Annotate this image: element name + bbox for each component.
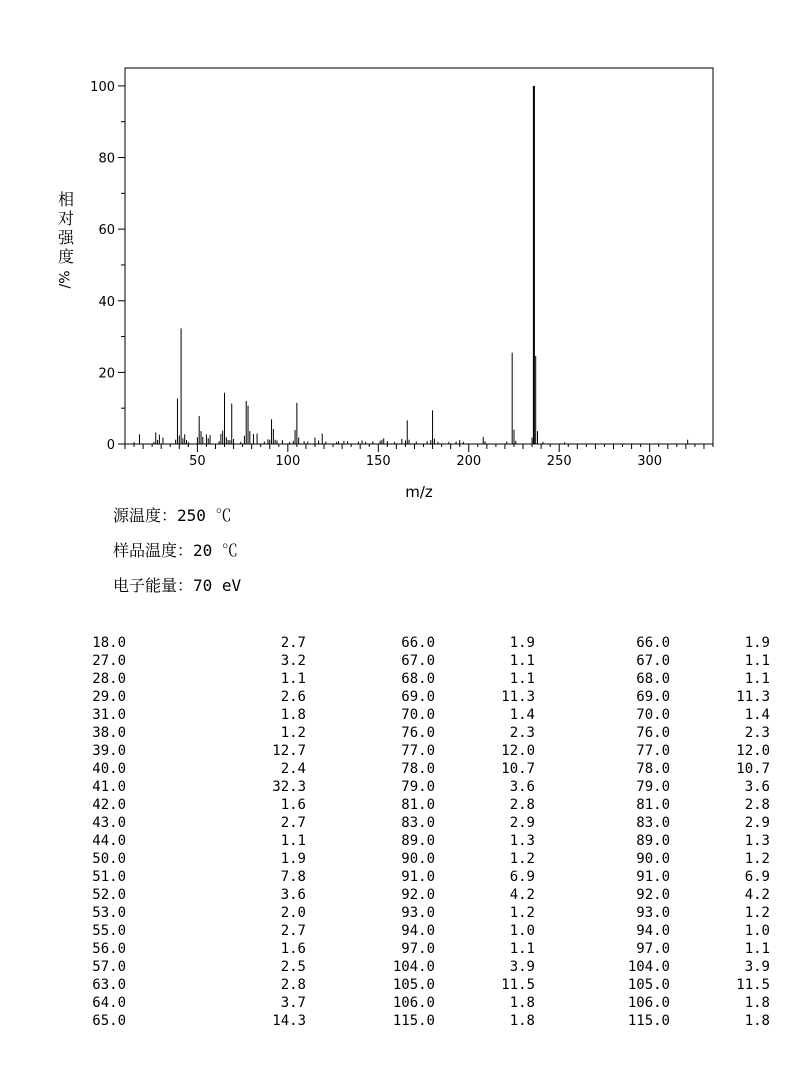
mz-cell: 66.0 — [636, 635, 670, 651]
mz-cell: 81.0 — [401, 797, 435, 813]
x-tick-label: 100 — [275, 454, 301, 469]
mz-cell: 92.0 — [636, 887, 670, 903]
intensity-cell: 4.2 — [744, 887, 770, 903]
electron-energy — [113, 573, 241, 608]
x-tick-label: 150 — [365, 454, 391, 469]
mz-cell: 97.0 — [636, 941, 670, 957]
y-axis-ticks — [90, 80, 125, 453]
y-tick-label: 20 — [98, 366, 115, 382]
intensity-cell: 1.2 — [509, 905, 535, 921]
intensity-cell: 12.7 — [272, 743, 306, 759]
y-axis-label-char: 强 — [57, 228, 74, 247]
intensity-cell: 3.9 — [509, 959, 535, 975]
mz-cell: 50.0 — [92, 851, 126, 867]
intensity-cell: 1.9 — [280, 851, 306, 867]
intensity-cell: 1.2 — [280, 725, 306, 741]
mz-cell: 41.0 — [92, 779, 126, 795]
table-row — [80, 922, 770, 940]
mz-cell: 67.0 — [636, 653, 670, 669]
plot-frame — [125, 68, 713, 444]
condition-label: 源温度： — [113, 506, 178, 525]
intensity-cell: 2.7 — [280, 635, 306, 651]
table-row — [80, 904, 770, 922]
table-row — [80, 958, 770, 976]
condition-label: 电子能量： — [113, 576, 194, 595]
mz-cell: 83.0 — [401, 815, 435, 831]
intensity-cell: 1.2 — [509, 851, 535, 867]
peak-list-table — [80, 634, 770, 1030]
y-tick-label: 100 — [90, 79, 115, 95]
mz-cell: 57.0 — [92, 959, 126, 975]
table-row — [80, 724, 770, 742]
intensity-cell: 14.3 — [272, 1013, 306, 1029]
intensity-cell: 10.7 — [736, 761, 770, 777]
intensity-cell: 2.8 — [509, 797, 535, 813]
x-tick-label: 50 — [189, 454, 206, 469]
intensity-cell: 2.6 — [280, 689, 306, 705]
intensity-cell: 12.0 — [501, 743, 535, 759]
intensity-cell: 11.5 — [501, 977, 535, 993]
table-row — [80, 670, 770, 688]
x-axis-ticks — [125, 444, 713, 469]
intensity-cell: 1.9 — [509, 635, 535, 651]
source-temperature — [113, 503, 241, 538]
intensity-cell: 32.3 — [272, 779, 306, 795]
intensity-cell: 11.5 — [736, 977, 770, 993]
table-row — [80, 850, 770, 868]
intensity-cell: 11.3 — [501, 689, 535, 705]
intensity-cell: 4.2 — [509, 887, 535, 903]
y-tick-label: 60 — [98, 223, 115, 239]
mz-cell: 65.0 — [92, 1013, 126, 1029]
intensity-cell: 2.5 — [280, 959, 306, 975]
intensity-cell: 2.9 — [744, 815, 770, 831]
intensity-cell: 3.6 — [744, 779, 770, 795]
condition-value: 20 ℃ — [193, 541, 238, 560]
intensity-cell: 1.8 — [509, 995, 535, 1011]
mz-cell: 76.0 — [401, 725, 435, 741]
mz-cell: 18.0 — [92, 635, 126, 651]
intensity-cell: 1.1 — [280, 671, 306, 687]
mz-cell: 78.0 — [636, 761, 670, 777]
mz-cell: 104.0 — [392, 959, 435, 975]
mz-cell: 115.0 — [392, 1013, 435, 1029]
x-axis-label: m/z — [405, 483, 433, 500]
mz-cell: 42.0 — [92, 797, 126, 813]
intensity-cell: 2.9 — [509, 815, 535, 831]
intensity-cell: 3.6 — [280, 887, 306, 903]
table-row — [80, 634, 770, 652]
intensity-cell: 1.8 — [744, 995, 770, 1011]
mz-cell: 68.0 — [636, 671, 670, 687]
mz-cell: 94.0 — [401, 923, 435, 939]
intensity-cell: 1.4 — [509, 707, 535, 723]
table-row — [80, 940, 770, 958]
table-row — [80, 994, 770, 1012]
mz-cell: 104.0 — [627, 959, 670, 975]
y-tick-label: 0 — [106, 438, 115, 453]
intensity-cell: 1.9 — [744, 635, 770, 651]
intensity-cell: 11.3 — [736, 689, 770, 705]
mz-cell: 89.0 — [636, 833, 670, 849]
table-row — [80, 706, 770, 724]
mz-cell: 43.0 — [92, 815, 126, 831]
intensity-cell: 6.9 — [744, 869, 770, 885]
table-row — [80, 868, 770, 886]
table-row — [80, 814, 770, 832]
table-row — [80, 796, 770, 814]
mz-cell: 91.0 — [401, 869, 435, 885]
intensity-cell: 7.8 — [280, 869, 306, 885]
intensity-cell: 3.2 — [280, 653, 306, 669]
mz-cell: 77.0 — [401, 743, 435, 759]
intensity-cell: 1.6 — [280, 941, 306, 957]
condition-label: 样品温度： — [113, 541, 194, 560]
mz-cell: 83.0 — [636, 815, 670, 831]
table-row — [80, 886, 770, 904]
table-row — [80, 1012, 770, 1030]
mz-cell: 105.0 — [392, 977, 435, 993]
mz-cell: 44.0 — [92, 833, 126, 849]
intensity-cell: 1.0 — [744, 923, 770, 939]
mz-cell: 69.0 — [401, 689, 435, 705]
intensity-cell: 2.3 — [744, 725, 770, 741]
mass-spectrum-chart — [0, 0, 794, 500]
mz-cell: 68.0 — [401, 671, 435, 687]
mz-cell: 56.0 — [92, 941, 126, 957]
mz-cell: 90.0 — [636, 851, 670, 867]
intensity-cell: 2.4 — [280, 761, 306, 777]
condition-value: 70 eV — [193, 576, 242, 595]
intensity-cell: 3.6 — [509, 779, 535, 795]
table-row — [80, 652, 770, 670]
mz-cell: 63.0 — [92, 977, 126, 993]
intensity-cell: 1.4 — [744, 707, 770, 723]
intensity-cell: 1.1 — [509, 941, 535, 957]
table-row — [80, 688, 770, 706]
mz-cell: 39.0 — [92, 743, 126, 759]
y-tick-label: 40 — [98, 294, 115, 310]
mz-cell: 97.0 — [401, 941, 435, 957]
intensity-cell: 1.2 — [744, 905, 770, 921]
intensity-cell: 1.0 — [509, 923, 535, 939]
mz-cell: 81.0 — [636, 797, 670, 813]
mz-cell: 64.0 — [92, 995, 126, 1011]
mz-cell: 90.0 — [401, 851, 435, 867]
intensity-cell: 12.0 — [736, 743, 770, 759]
intensity-cell: 1.1 — [509, 653, 535, 669]
mz-cell: 79.0 — [401, 779, 435, 795]
mz-cell: 53.0 — [92, 905, 126, 921]
mz-cell: 52.0 — [92, 887, 126, 903]
mz-cell: 93.0 — [636, 905, 670, 921]
y-axis-label-char: 相 — [57, 190, 74, 209]
y-axis-label-char: 度 — [57, 247, 74, 266]
x-tick-label: 200 — [456, 454, 482, 469]
intensity-cell: 2.0 — [280, 905, 306, 921]
intensity-cell: 6.9 — [509, 869, 535, 885]
mz-cell: 106.0 — [392, 995, 435, 1011]
intensity-cell: 2.7 — [280, 815, 306, 831]
mz-cell: 51.0 — [92, 869, 126, 885]
y-axis-unit: /% — [57, 270, 74, 289]
intensity-cell: 1.8 — [280, 707, 306, 723]
intensity-cell: 1.1 — [509, 671, 535, 687]
y-axis-label-char: 对 — [57, 209, 74, 228]
table-row — [80, 778, 770, 796]
mz-cell: 77.0 — [636, 743, 670, 759]
intensity-cell: 2.3 — [509, 725, 535, 741]
y-axis-label — [55, 190, 77, 289]
mz-cell: 92.0 — [401, 887, 435, 903]
intensity-cell: 2.8 — [744, 797, 770, 813]
table-row — [80, 742, 770, 760]
mz-cell: 115.0 — [627, 1013, 670, 1029]
y-tick-label: 80 — [98, 151, 115, 167]
intensity-cell: 1.3 — [509, 833, 535, 849]
intensity-cell: 1.3 — [744, 833, 770, 849]
acquisition-conditions — [113, 503, 241, 608]
intensity-cell: 10.7 — [501, 761, 535, 777]
condition-value: 250 ℃ — [177, 506, 232, 525]
intensity-cell: 1.1 — [744, 671, 770, 687]
intensity-cell: 3.7 — [280, 995, 306, 1011]
mz-cell: 106.0 — [627, 995, 670, 1011]
peak-bars — [134, 86, 688, 444]
mz-cell: 93.0 — [401, 905, 435, 921]
mz-cell: 28.0 — [92, 671, 126, 687]
intensity-cell: 2.7 — [280, 923, 306, 939]
mz-cell: 70.0 — [636, 707, 670, 723]
x-tick-label: 250 — [546, 454, 572, 469]
mz-cell: 91.0 — [636, 869, 670, 885]
mz-cell: 40.0 — [92, 761, 126, 777]
table-row — [80, 976, 770, 994]
intensity-cell: 1.6 — [280, 797, 306, 813]
intensity-cell: 1.2 — [744, 851, 770, 867]
intensity-cell: 1.8 — [744, 1013, 770, 1029]
mz-cell: 105.0 — [627, 977, 670, 993]
sample-temperature — [113, 538, 241, 573]
mz-cell: 55.0 — [92, 923, 126, 939]
intensity-cell: 3.9 — [744, 959, 770, 975]
mz-cell: 89.0 — [401, 833, 435, 849]
mz-cell: 38.0 — [92, 725, 126, 741]
intensity-cell: 2.8 — [280, 977, 306, 993]
table-row — [80, 760, 770, 778]
intensity-cell: 1.8 — [509, 1013, 535, 1029]
mz-cell: 94.0 — [636, 923, 670, 939]
intensity-cell: 1.1 — [280, 833, 306, 849]
mz-cell: 78.0 — [401, 761, 435, 777]
mz-cell: 31.0 — [92, 707, 126, 723]
mz-cell: 27.0 — [92, 653, 126, 669]
intensity-cell: 1.1 — [744, 653, 770, 669]
mz-cell: 66.0 — [401, 635, 435, 651]
table-row — [80, 832, 770, 850]
mz-cell: 29.0 — [92, 689, 126, 705]
mz-cell: 70.0 — [401, 707, 435, 723]
mz-cell: 67.0 — [401, 653, 435, 669]
mz-cell: 69.0 — [636, 689, 670, 705]
x-tick-label: 300 — [637, 454, 663, 469]
mz-cell: 76.0 — [636, 725, 670, 741]
intensity-cell: 1.1 — [744, 941, 770, 957]
mz-cell: 79.0 — [636, 779, 670, 795]
